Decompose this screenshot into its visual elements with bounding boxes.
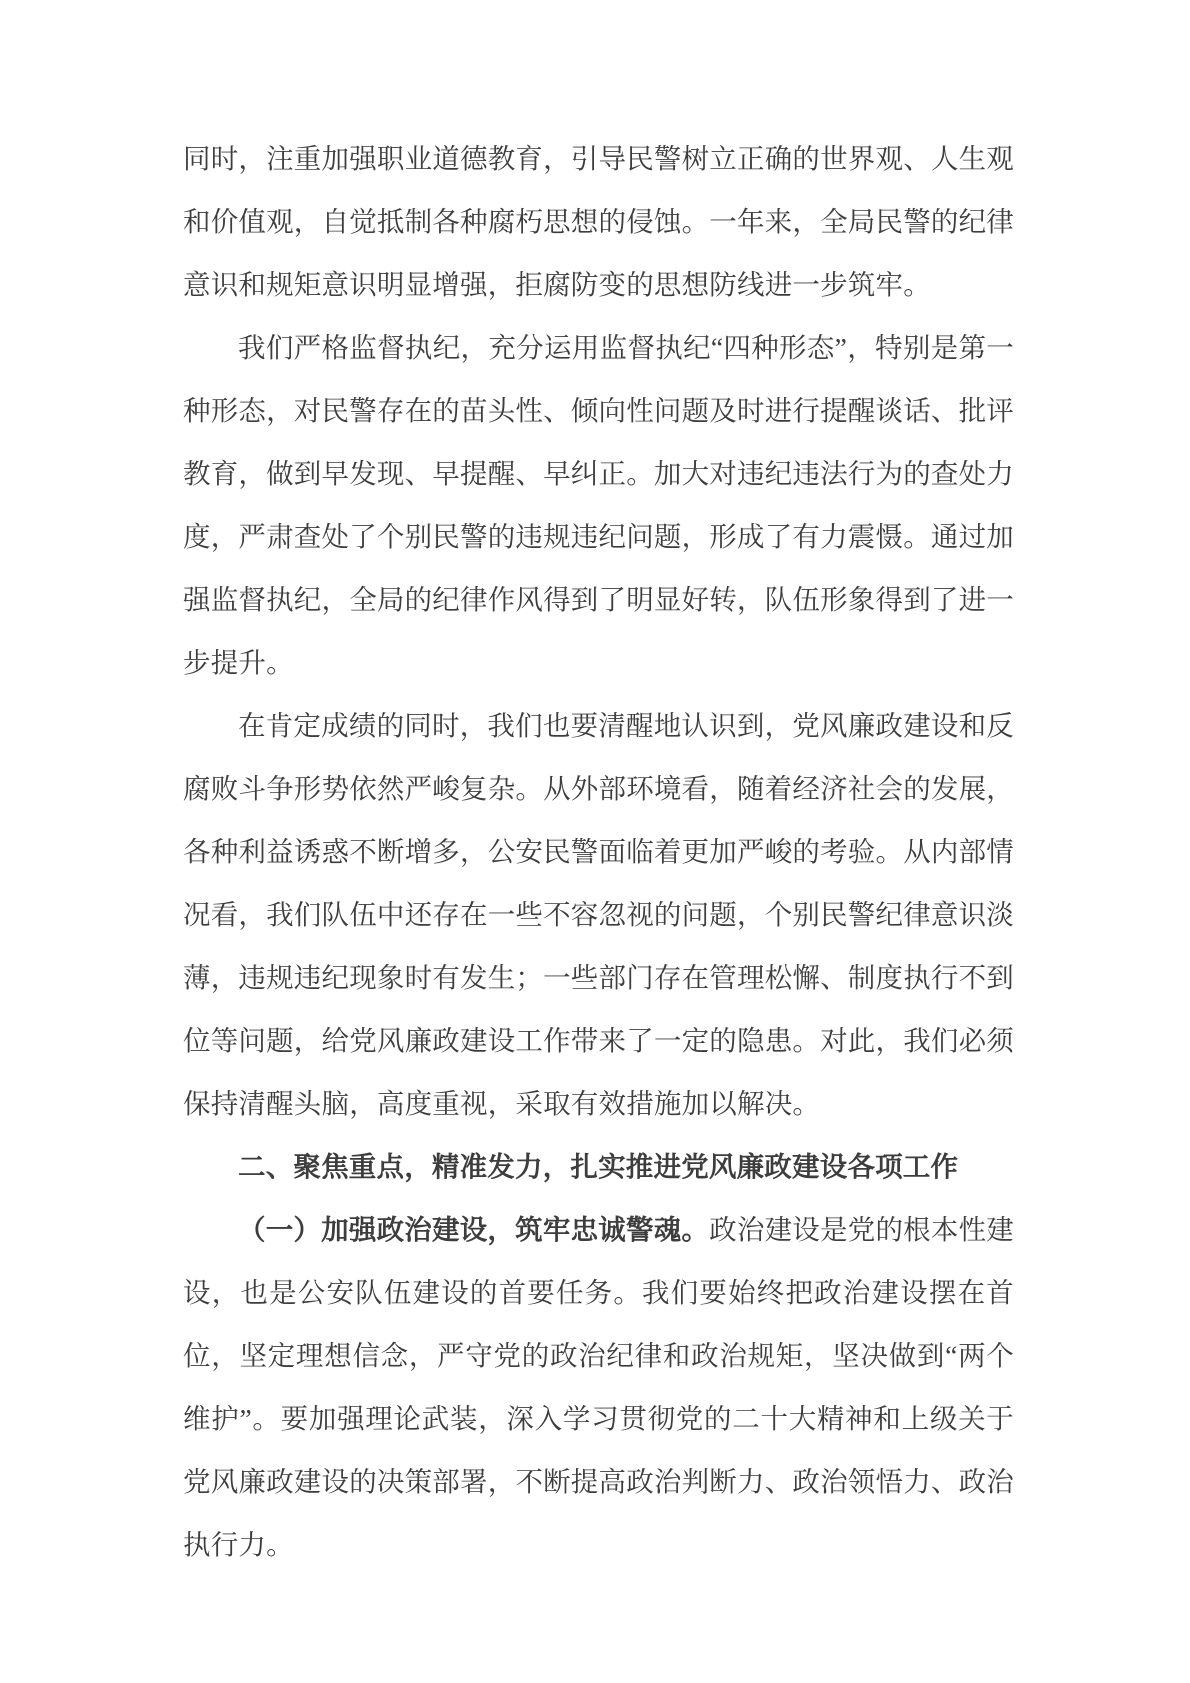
paragraph-political-construction-body: 政治建设是党的根本性建设，也是公安队伍建设的首要任务。我们要始终把政治建设摆在首位，坚定理想信念，严守党的政治纪律和政治规矩，坚决做到“两个维护”。要加强理论武装，深入学习贯彻党的二十大精神和上级关于党风廉政建设的决策部署，不断提高政治判断力、政治领悟力、政治执行力。 xyxy=(183,1214,1014,1560)
paragraph-political-construction xyxy=(183,1198,1014,1576)
paragraph-discipline-education: 同时，注重加强职业道德教育，引导民警树立正确的世界观、人生观和价值观，自觉抵制各种腐朽思想的侵蚀。一年来，全局民警的纪律意识和规矩意识明显增强，拒腐防变的思想防线进一步筑牢。 xyxy=(183,143,1014,300)
paragraph-situation-analysis: 在肯定成绩的同时，我们也要清醒地认识到，党风廉政建设和反腐败斗争形势依然严峻复杂。从外部环境看，随着经济社会的发展，各种利益诱惑不断增多，公安民警面临着更加严峻的考验。从内部情况看，我们队伍中还存在一些不容忽视的问题，个别民警纪律意识淡薄，违规违纪现象时有发生；一些部门存在管理松懈、制度执行不到位等问题，给党风廉政建设工作带来了一定的隐患。对此，我们必须保持清醒头脑，高度重视，采取有效措施加以解决。 xyxy=(183,710,1014,1119)
document-body xyxy=(183,127,1014,1576)
section-heading-part-two: 二、聚焦重点，精准发力，扎实推进党风廉政建设各项工作 xyxy=(238,1151,959,1182)
paragraph-supervision-enforcement: 我们严格监督执纪，充分运用监督执纪“四种形态”，特别是第一种形态，对民警存在的苗头性、倾向性问题及时进行提醒谈话、批评教育，做到早发现、早提醒、早纠正。加大对违纪违法行为的查处力度，严肃查处了个别民警的违规违纪问题，形成了有力震慑。通过加强监督执纪，全局的纪律作风得到了明显好转，队伍形象得到了进一步提升。 xyxy=(183,332,1014,678)
paragraph-political-construction-lead: （一）加强政治建设，筑牢忠诚警魂。 xyxy=(238,1214,710,1245)
